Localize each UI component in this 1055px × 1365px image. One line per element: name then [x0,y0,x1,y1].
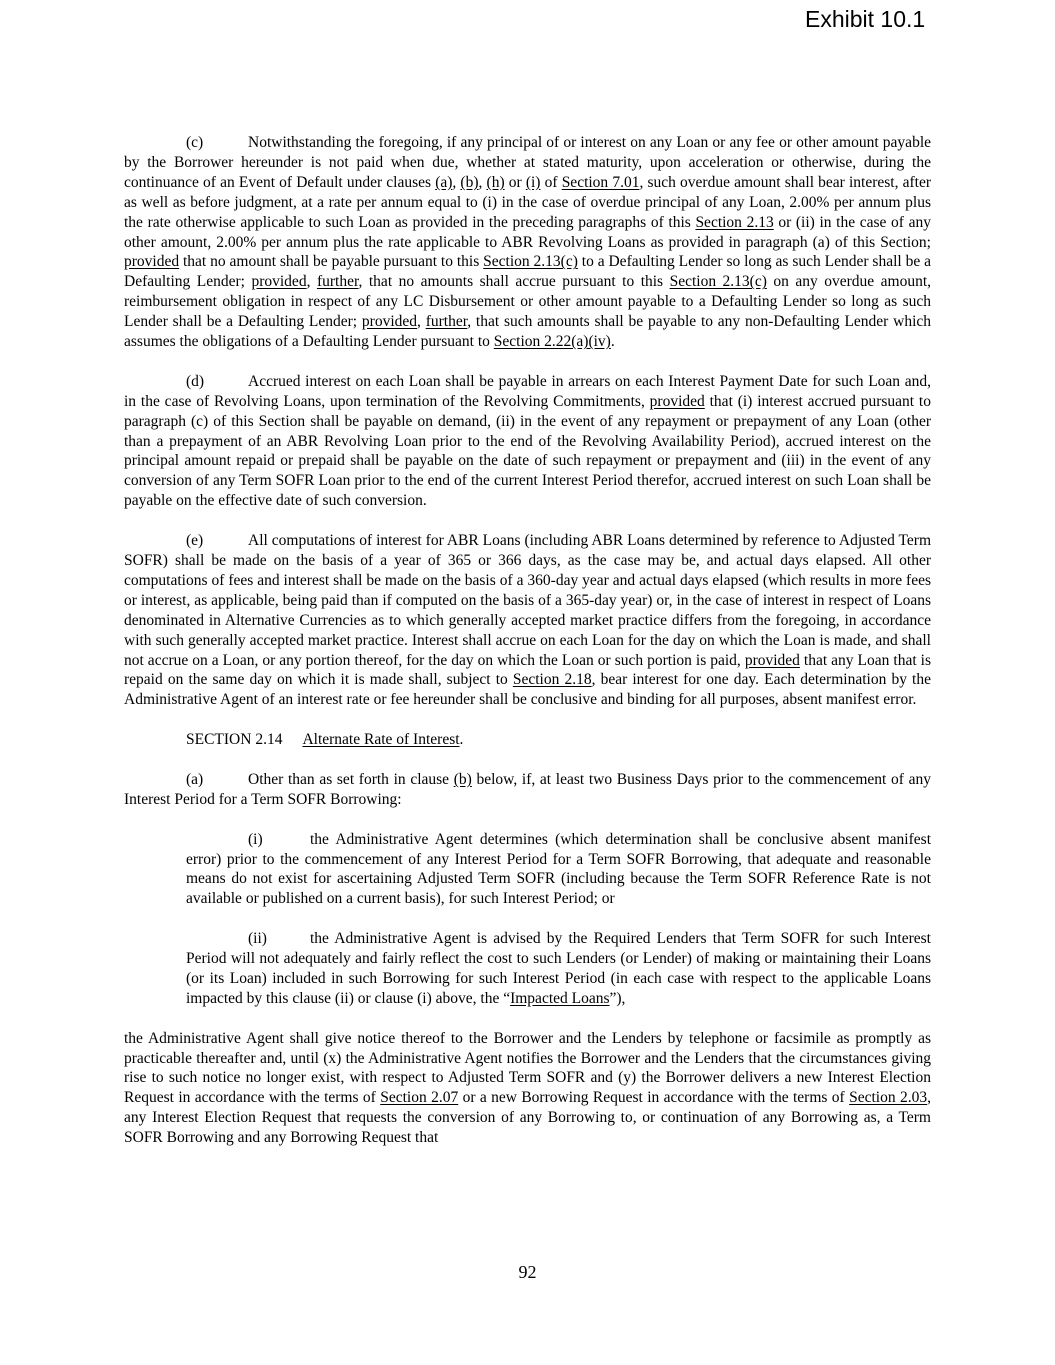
paragraph-text: , bear interest for one day. Each determination by the Administrative Agent of an interest rate or fee hereunder shall be conclusive and binding for all purposes, absent manifest error. [124,671,931,709]
paragraph-ii [186,929,931,1009]
paragraph-e [124,531,931,710]
paragraph-i [186,830,931,910]
underlined-term: (i) [525,173,541,191]
underlined-term: (b) [460,173,479,191]
paragraph-text: Accrued interest on each Loan shall be payable in arrears on each Interest Payment Date for such Loan and, in the case of Revolving Loans, upon termination of the Revolving Commitments, [124,372,931,410]
paragraph-label: (d) [186,372,205,390]
paragraph-c [124,133,931,352]
paragraph-group-2-13 [124,133,931,710]
paragraph-label: (a) [186,770,204,788]
underlined-term: Section 2.13(c) [483,253,578,271]
paragraph-d [124,372,931,511]
section-heading [186,730,931,750]
paragraph-text: , [478,173,487,191]
paragraph-text: , such overdue amount shall bear interest, after as well as before judgment, at a rate per annum equal to (i) in the case of overdue principal of any Loan, 2.00% per annum plus the rate otherwise applicable to such Loan as provided in the preceding paragraphs of this [124,173,932,231]
paragraph-text: or (ii) in the case of any other amount, 2.00% per annum plus the rate applicable to ABR Revolving Loans as provided in paragraph (a) of this Section; [124,213,931,251]
paragraph-text: the Administrative Agent is advised by the Required Lenders that Term SOFR for such Interest Period will not adequately and fairly reflect the cost to such Lenders (or Lender) of making or maintaining their Loans (or its Loan) included in such Borrowing for such Interest Period (in each case with respect to the applicable Loans impacted by this clause (ii) or clause (i) above, the “ [186,930,931,1007]
underlined-term: Section 7.01 [561,173,640,191]
underlined-term: Section 2.22(a)(iv) [493,333,611,351]
underlined-term: Section 2.13(c) [669,273,767,291]
paragraph-text: , [306,273,317,291]
paragraph-text: , [417,313,426,331]
paragraph-text: , any Interest Election Request that requests the conversion of any Borrowing to, or continuation of any Borrowing as, a Term SOFR Borrowing and any Borrowing Request that [124,1089,931,1147]
underlined-term: further [316,273,359,291]
paragraph-text: that no amount shall be payable pursuant to this [179,253,484,271]
section-title: Alternate Rate of Interest [302,731,460,749]
paragraph-text: on any overdue amount, reimbursement obligation in respect of any LC Disbursement or other amount payable to a Defaulting Lender so long as such Lender shall be a Defaulting Lender; [124,273,932,331]
document-body [124,133,931,1168]
underlined-term: provided [649,392,705,410]
paragraph-text: the Administrative Agent shall give notice thereof to the Borrower and the Lenders by telephone or facsimile as promptly as practicable thereafter and, until (x) the Administrative Agent notifies the Borrower and the Lenders that the circumstances giving rise to such notice no longer exist, with respect to Adjusted Term SOFR and (y) the Borrower delivers a new Interest Election Request in accordance with the terms of [124,1029,931,1107]
paragraph-label: (ii) [248,930,267,948]
section-number: SECTION 2.14 [186,731,283,749]
paragraph-text: to a Defaulting Lender so long as such Lender shall be a Defaulting Lender; [124,253,931,291]
paragraph-text: Notwithstanding the foregoing, if any principal of or interest on any Loan or any fee or other amount payable by the Borrower hereunder is not paid when due, whether at stated maturity, upon acceleration or otherwise, during the continuance of an Event of Default under clauses [124,134,931,191]
paragraph-label: (c) [186,134,204,151]
underlined-term: provided [744,651,800,669]
paragraph-text: . [610,333,615,351]
paragraph-text: or a new Borrowing Request in accordance with the terms of [458,1089,850,1107]
paragraph-text: Other than as set forth in clause [248,770,454,788]
paragraph-a [124,770,931,810]
paragraph-text: , that no amounts shall accrue pursuant to this [358,273,670,291]
underlined-term: Impacted Loans [510,989,610,1007]
page-number: 92 [518,1262,537,1282]
paragraph-text: , that such amounts shall be payable to any non-Defaulting Lender which assumes the obligations of a Defaulting Lender pursuant to [124,313,932,351]
paragraph-text: of [540,173,562,191]
paragraph-label: (e) [186,532,204,550]
underlined-term: (b) [453,770,472,788]
paragraph-text: ”), [609,989,626,1007]
underlined-term: Section 2.07 [380,1089,459,1107]
underlined-term: further [425,313,468,331]
paragraph-tail [124,1029,931,1148]
underlined-term: Section 2.13 [695,213,774,231]
underlined-term: Section 2.18 [512,671,592,689]
paragraph-text: , [452,173,461,191]
exhibit-label: Exhibit 10.1 [805,6,926,32]
paragraph-text: or [504,173,526,191]
paragraph-group-2-14 [124,770,931,1148]
underlined-term: provided [251,273,307,291]
underlined-term: Section 2.03 [849,1089,928,1107]
paragraph-text: that (i) interest accrued pursuant to paragraph (c) of this Section shall be payable on demand, (ii) in the event of any repayment or prepayment of any Loan (other than a prepayment of an ABR Revolving Loan prior to the end of the Revolving Availability Period), accrued interest on the principal amount repaid or prepaid shall be payable on the date of such repayment or prepayment and (iii) in the event of any conversion of any Term SOFR Loan prior to the end of the current Interest Period therefor, accrued interest on such Loan shall be payable on the effective date of such conversion. [124,392,931,510]
underlined-term: provided [361,313,418,331]
paragraph-text: that any Loan that is repaid on the same day on which it is made shall, subject to [124,651,931,689]
underlined-term: (a) [435,173,453,191]
paragraph-text: below, if, at least two Business Days prior to the commencement of any Interest Period for a Term SOFR Borrowing: [124,770,931,808]
paragraph-text: All computations of interest for ABR Loans (including ABR Loans determined by reference to Adjusted Term SOFR) shall be made on the basis of a year of 365 or 366 days, as the case may be, and actual days elapsed. All other computations of fees and interest shall be made on the basis of a 360-day year and actual days elapsed (which results in more fees or interest, as applicable, being paid than if computed on the basis of a 365-day year) or, in the case of interest in respect of Loans denominated in Alternative Currencies as to which generally accepted market practice differs from the foregoing, in accordance with such generally accepted market practice. Interest shall accrue on each Loan for the day on which the Loan is made, and shall not accrue on a Loan, or any portion thereof, for the day on which the Loan or such portion is paid, [124,532,931,669]
section-title-suffix: . [459,731,464,749]
paragraph-label: (i) [248,830,263,848]
underlined-term: provided [124,253,180,271]
paragraph-text: the Administrative Agent determines (which determination shall be conclusive absent manifest error) prior to the commencement of any Interest Period for a Term SOFR Borrowing, that adequate and reasonable means do not exist for ascertaining Adjusted Term SOFR (including because the Term SOFR Reference Rate is not available or published on a current basis), for such Interest Period; or [186,830,931,908]
underlined-term: (h) [486,173,505,191]
